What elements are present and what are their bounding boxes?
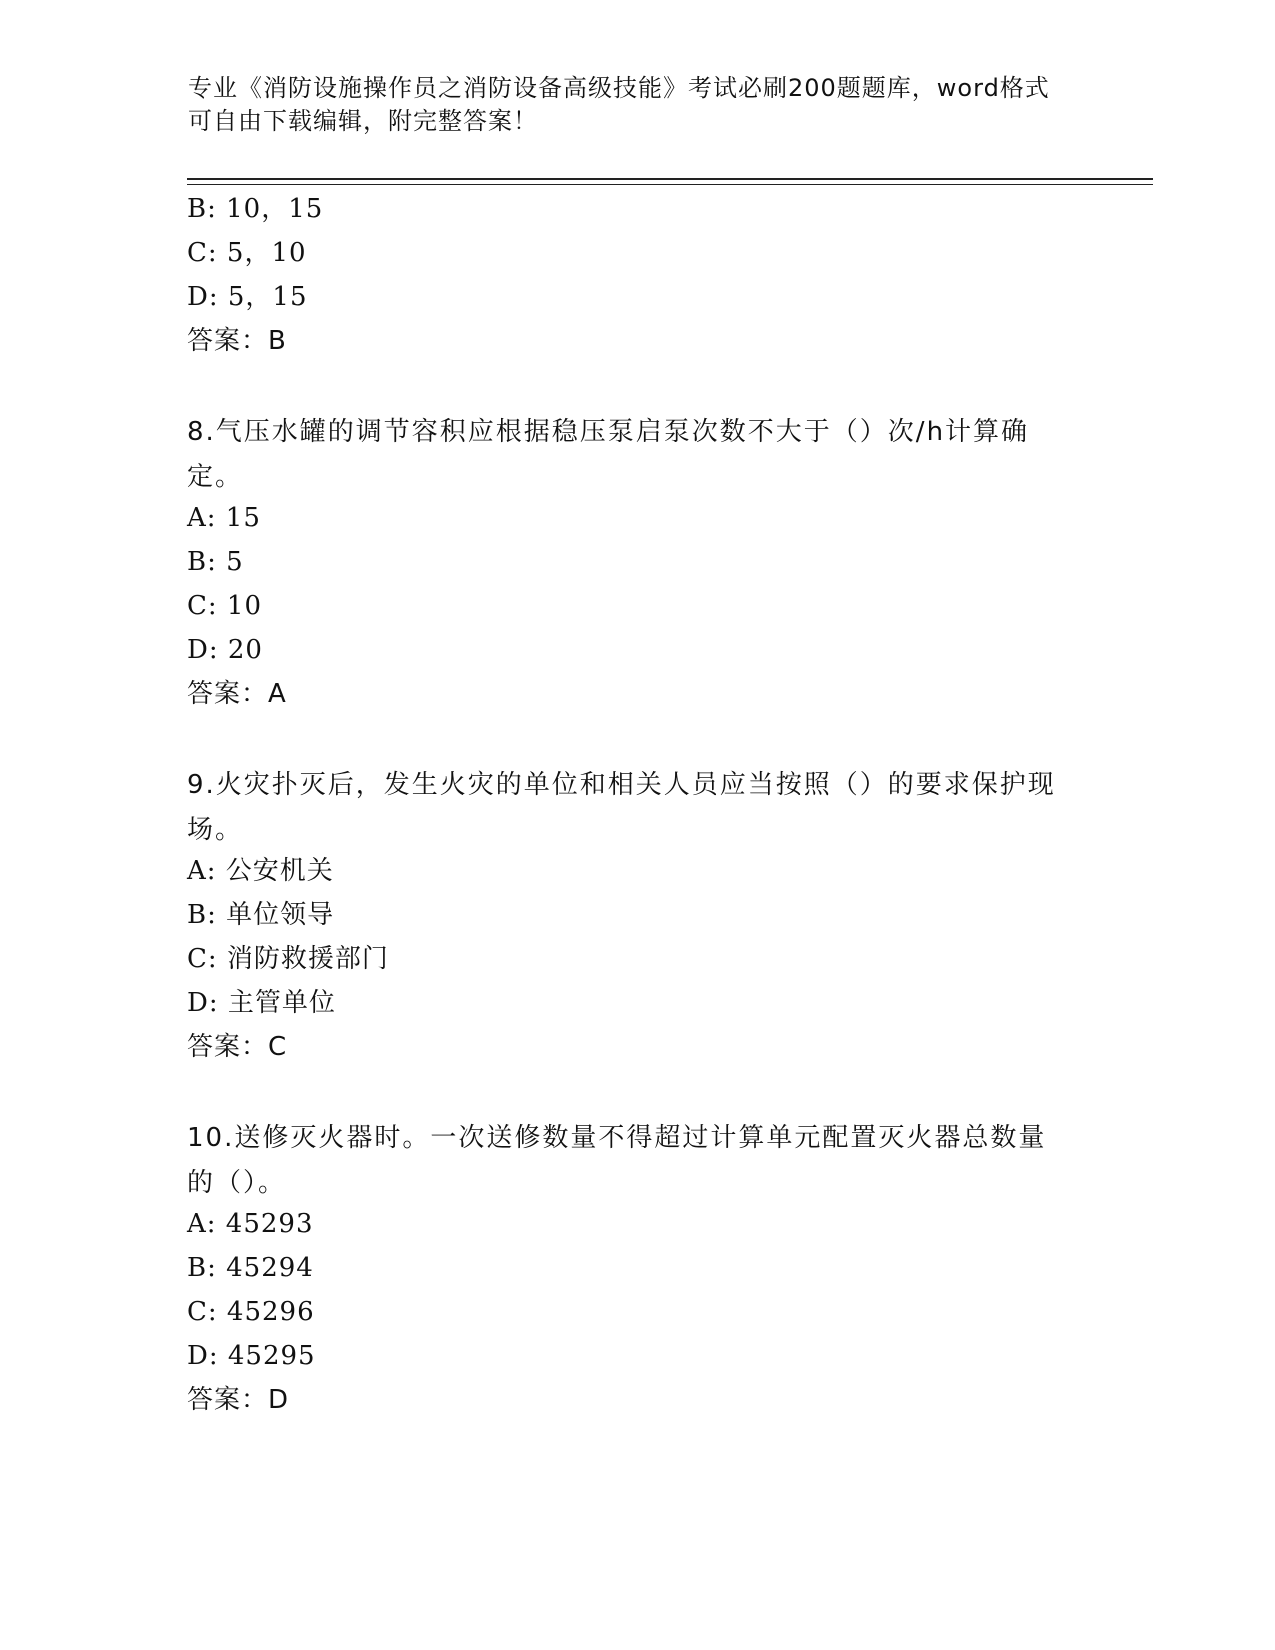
- q10-stem: 10.送修灭火器时。一次送修数量不得超过计算单元配置灭火器总数量的（）。: [187, 1123, 1047, 1198]
- q10-option-a: A: 45293: [187, 1209, 314, 1239]
- q8-option-d: D: 20: [187, 635, 263, 665]
- q9-answer: 答案：C: [187, 1032, 288, 1062]
- q10-answer: 答案：D: [187, 1385, 290, 1415]
- q8-option-b: B: 5: [187, 547, 244, 577]
- q8-answer: 答案：A: [187, 679, 287, 709]
- q10-option-b: B: 45294: [187, 1253, 314, 1283]
- q10-option-c: C: 45296: [187, 1297, 315, 1327]
- q10-option-d: D: 45295: [187, 1341, 316, 1371]
- q9-option-b: B: 单位领导: [187, 900, 335, 930]
- header-divider-thin: [187, 184, 1153, 185]
- q7-option-b: B: 10，15: [187, 194, 324, 224]
- q9-option-d: D: 主管单位: [187, 988, 336, 1018]
- q7-option-c: C: 5，10: [187, 238, 307, 268]
- q9-option-a: A: 公安机关: [187, 856, 334, 886]
- q8-option-a: A: 15: [187, 503, 261, 533]
- q9-stem: 9.火灾扑灭后，发生火灾的单位和相关人员应当按照（）的要求保护现场。: [187, 770, 1056, 845]
- header-divider-thick: [187, 178, 1153, 180]
- q7-option-d: D: 5，15: [187, 282, 308, 312]
- q8-option-c: C: 10: [187, 591, 263, 621]
- q9-option-c: C: 消防救援部门: [187, 944, 389, 974]
- document-header: 专业《消防设施操作员之消防设备高级技能》考试必刷200题题库，word格式可自由下载编辑，附完整答案！: [188, 74, 1050, 135]
- q7-answer: 答案：B: [187, 326, 287, 356]
- q8-stem: 8.气压水罐的调节容积应根据稳压泵启泵次数不大于（）次/h计算确定。: [187, 417, 1030, 492]
